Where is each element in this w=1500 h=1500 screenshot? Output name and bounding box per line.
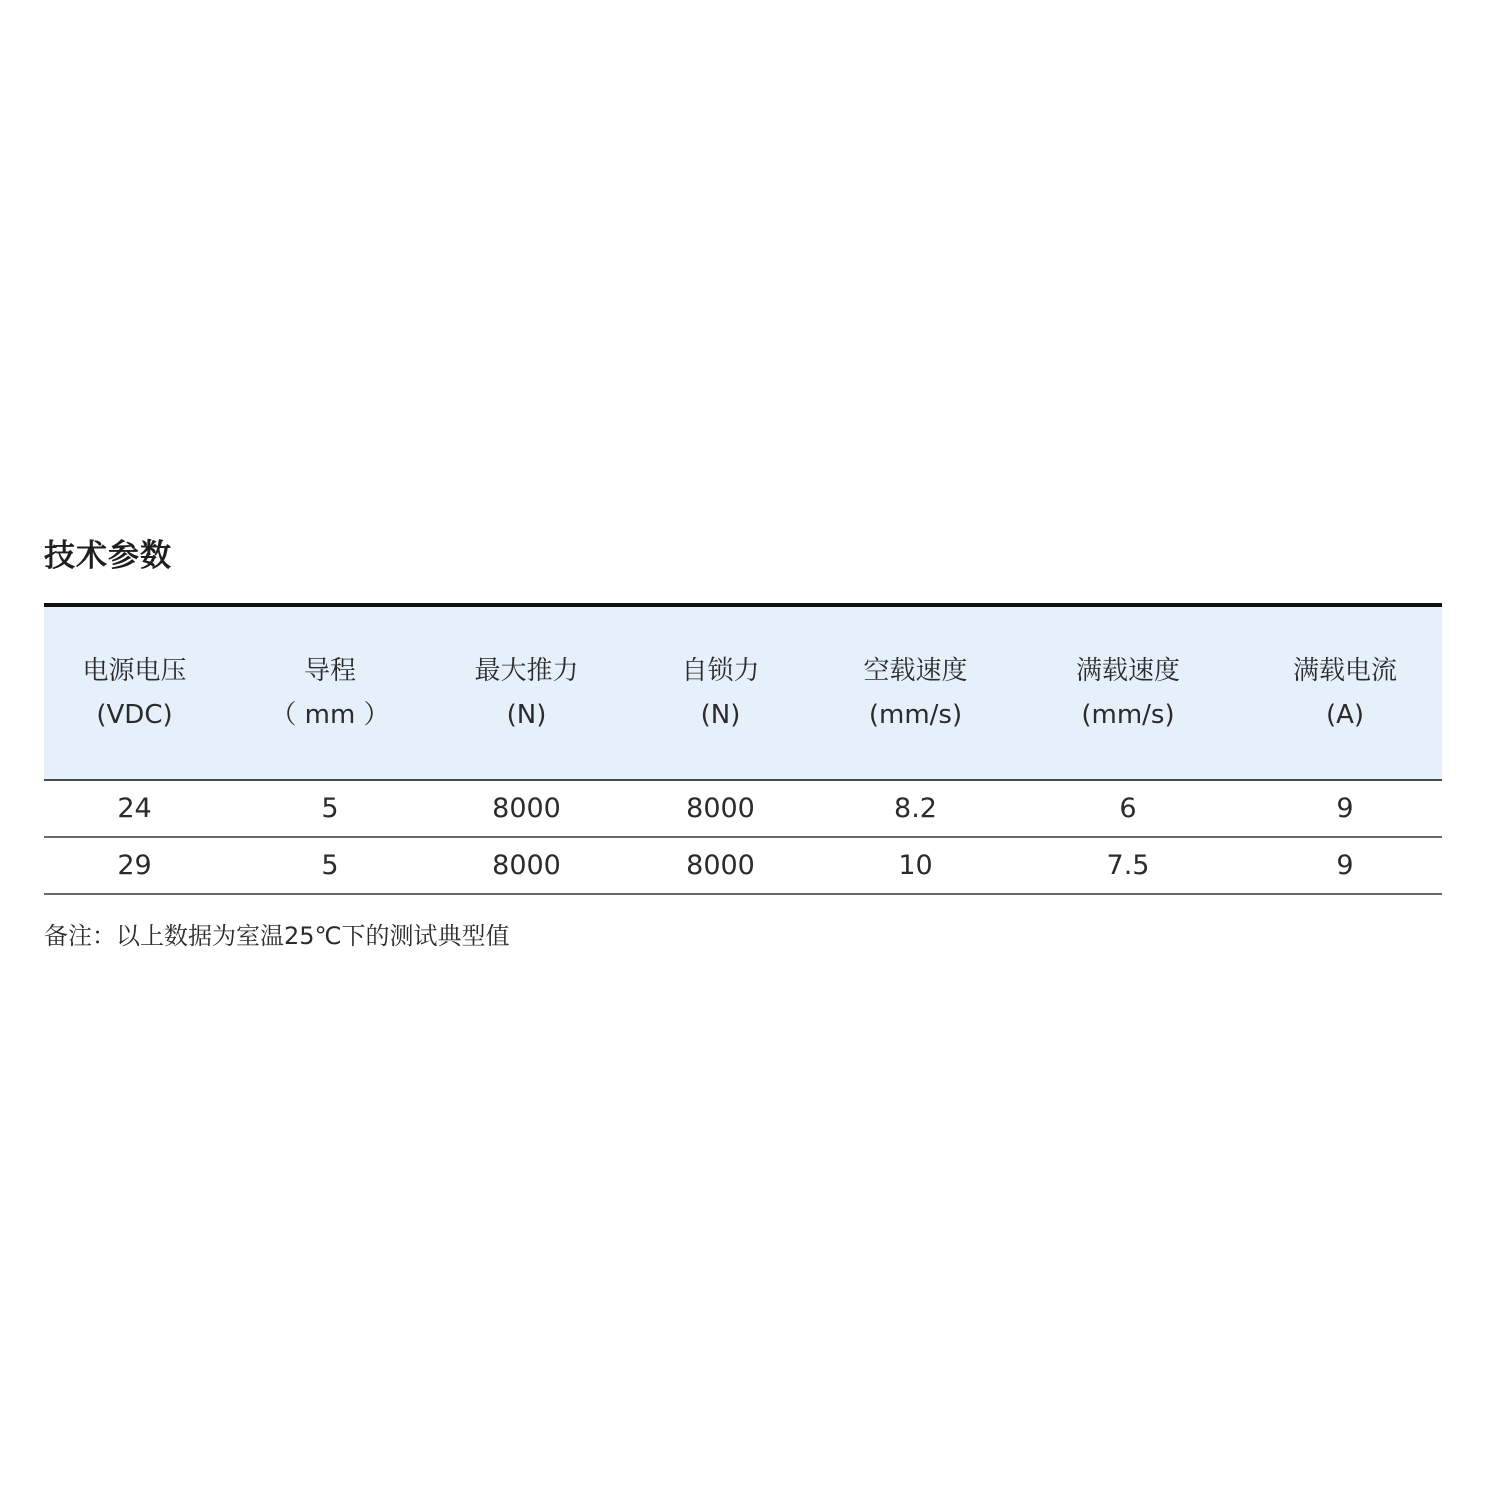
header-cell-full-load-speed: 满载速度 (mm/s) [1008, 605, 1248, 780]
header-row [44, 605, 1442, 780]
table-header [44, 605, 1442, 780]
table-cell: 8000 [618, 837, 823, 894]
table-cell: 24 [44, 780, 225, 837]
table-cell: 8.2 [823, 780, 1008, 837]
header-cell-lead: 导程 （ mm ） [225, 605, 435, 780]
table-cell: 9 [1248, 780, 1442, 837]
header-cell-max-thrust: 最大推力 (N) [435, 605, 618, 780]
table-row [44, 837, 1442, 894]
footnote: 备注：以上数据为室温25℃下的测试典型值 [44, 922, 510, 950]
table-body [44, 780, 1442, 894]
spec-table [44, 603, 1442, 895]
table-cell: 5 [225, 780, 435, 837]
table-cell: 8000 [435, 780, 618, 837]
header-cell-no-load-speed: 空载速度 (mm/s) [823, 605, 1008, 780]
table-cell: 9 [1248, 837, 1442, 894]
table-cell: 6 [1008, 780, 1248, 837]
table-cell: 29 [44, 837, 225, 894]
table-cell: 8000 [618, 780, 823, 837]
section-title: 技术参数 [44, 538, 172, 574]
table-cell: 5 [225, 837, 435, 894]
table-cell: 7.5 [1008, 837, 1248, 894]
header-cell-voltage: 电源电压 (VDC) [44, 605, 225, 780]
table-cell: 8000 [435, 837, 618, 894]
header-cell-self-lock-force: 自锁力 (N) [618, 605, 823, 780]
header-cell-full-load-current: 满载电流 (A) [1248, 605, 1442, 780]
table-row [44, 780, 1442, 837]
table-cell: 10 [823, 837, 1008, 894]
